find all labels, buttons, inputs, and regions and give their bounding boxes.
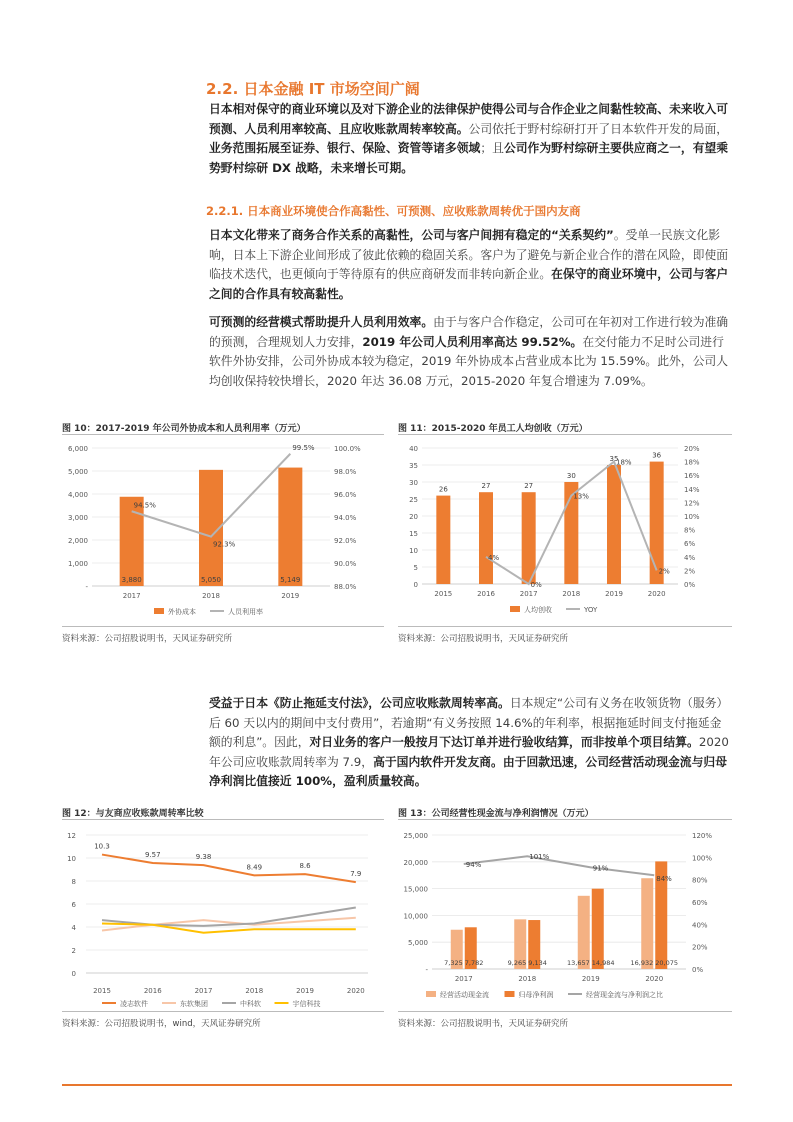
legend-swatch xyxy=(510,606,520,612)
y-left-tick: 6,000 xyxy=(67,445,88,453)
y-left-tick: 40 xyxy=(409,445,418,453)
series-line xyxy=(102,855,356,883)
fig11-chart xyxy=(398,438,732,623)
y-left-tick: 35 xyxy=(409,462,418,470)
para1-bold-3: 公司作为野村综研主要供应商之一，有望乘势野村综研 DX 战略，未来增长可期。 xyxy=(209,141,729,175)
bar-label: 7,325 xyxy=(444,959,463,967)
section-title: 2.2. 日本金融 IT 市场空间广阔 xyxy=(206,80,420,98)
legend-swatch xyxy=(505,991,515,997)
fig12-number: 图 12： xyxy=(62,809,96,819)
line-label: 10.3 xyxy=(94,842,110,851)
bar-label: 16,932 xyxy=(630,959,654,967)
bar-label: 30 xyxy=(566,472,576,480)
para1-bold-1: 日本相对保守的商业环境以及对下游企业的法律保护使得公司与合作企业之间黏性较高、未来收入可预测、人员利用率较高、且应收账款周转率较高。 xyxy=(209,102,729,136)
y-right-tick: 4% xyxy=(684,553,696,562)
y-right-tick: 12% xyxy=(684,499,700,508)
fig13-chart xyxy=(398,823,732,1009)
legend-label: 人员利用率 xyxy=(228,608,263,616)
legend-label: YOY xyxy=(584,606,598,614)
y-right-tick: 98.0% xyxy=(334,468,357,476)
para1-text-1: 公司依托于野村综研打开了日本软件开发的局面， xyxy=(468,121,729,136)
x-tick: 2018 xyxy=(202,592,220,600)
fig11-rule xyxy=(398,434,732,435)
fig12-rule xyxy=(62,819,384,820)
y-right-tick: 120% xyxy=(692,832,713,840)
fig12-caption: 与友商应收账款周转率比较 xyxy=(95,809,204,819)
y-left-tick: 15,000 xyxy=(403,885,428,894)
y-tick: 10 xyxy=(67,855,76,863)
para2-bold-1: 日本文化带来了商务合作关系的高黏性，公司与客户间拥有稳定的“关系契约” xyxy=(209,228,614,242)
bar-label: 9,134 xyxy=(528,959,547,967)
fig10-rule xyxy=(62,434,384,435)
fig10-rule-bottom xyxy=(62,626,384,627)
y-tick: 8 xyxy=(71,878,76,886)
y-left-tick: 1,000 xyxy=(67,560,88,568)
paragraph-receivables xyxy=(209,694,732,792)
legend-label: 宇信科技 xyxy=(292,1000,321,1008)
bar-label: 20,075 xyxy=(655,959,678,967)
para3-text-2: 在交付能力不足时公司进行软件外协安排，公司外协成本较为稳定，2019 年外协成本占营业成本比为 15.59%。此外，公司人均创收保持较快增长，2020 年达 36.08 万元，2015-2020 年复合增速为 7.09%。 xyxy=(209,334,728,388)
para2-text-1: 。受单一民族文化影响，日本上下游企业间形成了彼此依赖的稳固关系。客户为了避免与新企业合作的潜在风险，即使面临技术迭代，也更倾向于等待原有的供应商研发而非转向新企业。 xyxy=(209,228,729,282)
fig13-caption: 公司经营性现金流与净利润情况（万元） xyxy=(431,809,594,819)
legend-label: 外协成本 xyxy=(168,608,196,616)
fig13-source: 资料来源：公司招股说明书，天风证券研究所 xyxy=(398,1019,569,1029)
bar-label: 5,149 xyxy=(280,576,301,584)
paragraph-intro xyxy=(209,100,732,178)
fig11-source: 资料来源：公司招股说明书，天风证券研究所 xyxy=(398,634,569,644)
y-right-tick: 14% xyxy=(684,485,700,494)
y-right-tick: 16% xyxy=(684,472,700,481)
legend-label: 东软集团 xyxy=(180,1000,208,1008)
bar-label: 35 xyxy=(609,455,619,463)
legend-label: 经营现金流与净利润之比 xyxy=(586,991,663,999)
y-left-tick: 3,000 xyxy=(67,514,88,522)
bar xyxy=(436,496,450,584)
bar-label: 3,880 xyxy=(121,576,142,584)
y-left-tick: 30 xyxy=(409,479,418,487)
bar xyxy=(592,889,604,969)
para3-bold-2: 2019 年公司人员利用率高达 99.52%。 xyxy=(362,334,583,349)
para2-bold-2: 在保守的商业环境中，公司与客户之间的合作具有较高黏性。 xyxy=(209,267,729,301)
footer-rule xyxy=(62,1084,732,1086)
x-tick: 2015 xyxy=(93,987,111,995)
line-label: 84% xyxy=(656,875,672,884)
x-tick: 2017 xyxy=(122,592,141,600)
bar-label: 9,265 xyxy=(507,959,527,967)
line-label: 92.3% xyxy=(213,540,236,549)
y-tick: 12 xyxy=(67,832,76,840)
legend-label: 中科软 xyxy=(240,1000,261,1008)
bar xyxy=(641,878,653,969)
bar xyxy=(522,492,536,584)
y-right-tick: 6% xyxy=(684,540,696,549)
fig10-source: 资料来源：公司招股说明书，天风证券研究所 xyxy=(62,634,233,644)
para3-bold-1: 可预测的经营模式帮助提升人员利用效率。 xyxy=(209,315,434,329)
y-right-tick: 92.0% xyxy=(334,537,357,545)
fig13-rule-bottom xyxy=(398,1011,732,1012)
fig12-source: 资料来源：公司招股说明书，wind，天风证券研究所 xyxy=(62,1019,261,1029)
legend-label: 归母净利润 xyxy=(518,991,554,999)
fig13-number: 图 13： xyxy=(398,809,432,819)
legend-swatch xyxy=(426,991,436,997)
line-label: 2% xyxy=(658,567,670,576)
x-tick: 2019 xyxy=(281,592,300,600)
x-tick: 2015 xyxy=(434,590,453,598)
y-right-tick: 20% xyxy=(692,943,708,952)
bar-label: 13,657 xyxy=(567,959,590,967)
y-left-tick: 5 xyxy=(413,564,418,572)
bar-label: 14,984 xyxy=(591,959,615,967)
y-left-tick: 20,000 xyxy=(403,858,428,867)
y-left-tick: - xyxy=(425,966,428,974)
line-label: 9.38 xyxy=(195,853,212,862)
x-tick: 2018 xyxy=(562,590,581,598)
bar xyxy=(479,492,493,584)
bar-label: 5,050 xyxy=(200,576,222,584)
y-right-tick: 40% xyxy=(692,921,708,930)
fig12-title xyxy=(62,806,204,819)
line-label: 7.9 xyxy=(350,870,362,879)
para4-text-1: 日本规定“公司有义务在收领货物（服务）后 60 天以内的期间中支付费用”，若逾期“有义务按照 14.6%的年利率，根据拖延时间支付拖延金额的利息”。因此， xyxy=(209,696,729,750)
y-right-tick: 90.0% xyxy=(334,560,357,568)
bar-label: 36 xyxy=(652,451,662,460)
y-right-tick: 100.0% xyxy=(334,445,361,453)
y-left-tick: 25,000 xyxy=(403,832,428,840)
fig11-title xyxy=(398,421,588,434)
y-left-tick: 4,000 xyxy=(67,491,88,499)
line-label: 0% xyxy=(530,581,542,589)
legend-label: 人均创收 xyxy=(524,606,552,614)
fig12-chart xyxy=(62,823,384,1009)
bar xyxy=(607,465,621,584)
fig10-caption: 2017-2019 年公司外协成本和人员利用率（万元） xyxy=(95,424,306,434)
bar xyxy=(278,468,302,586)
paragraph-culture xyxy=(209,226,732,304)
bar xyxy=(650,462,664,584)
bar-label: 26 xyxy=(438,485,448,494)
x-tick: 2017 xyxy=(454,975,473,983)
fig11-caption: 2015-2020 年员工人均创收（万元） xyxy=(431,424,588,434)
y-left-tick: 20 xyxy=(409,513,418,521)
y-tick: 2 xyxy=(71,947,76,955)
para1-text-2: ；且 xyxy=(480,141,504,156)
fig11-number: 图 11： xyxy=(398,424,432,434)
fig10-title xyxy=(62,421,306,434)
legend-label: 经营活动现金流 xyxy=(440,991,489,999)
fig10-chart xyxy=(62,438,384,623)
line-label: 13% xyxy=(573,492,589,501)
series-line xyxy=(464,856,655,875)
line-label: 94% xyxy=(465,861,482,870)
para4-bold-2: 对日业务的客户一般按月下达订单并进行验收结算，而非按单个项目结算。 xyxy=(309,735,699,750)
x-tick: 2020 xyxy=(647,590,666,598)
line-label: 4% xyxy=(488,553,500,562)
y-left-tick: 2,000 xyxy=(67,537,88,545)
line-label: 91% xyxy=(592,864,609,873)
x-tick: 2020 xyxy=(346,987,365,995)
y-right-tick: 0% xyxy=(692,966,704,974)
para3-text-1: 由于与客户合作稳定，公司可在年初对工作进行较为准确的预测，合理规划人力安排， xyxy=(209,315,729,349)
x-tick: 2017 xyxy=(194,987,213,995)
y-right-tick: 18% xyxy=(684,458,700,467)
y-left-tick: 10 xyxy=(409,547,418,555)
y-left-tick: - xyxy=(85,583,88,591)
fig11-rule-bottom xyxy=(398,626,732,627)
fig12-rule-bottom xyxy=(62,1011,384,1012)
y-right-tick: 60% xyxy=(692,899,708,907)
bar xyxy=(120,497,144,586)
y-right-tick: 100% xyxy=(692,854,713,863)
para4-text-2: 2020 年公司应收账款周转率为 7.9， xyxy=(209,735,729,769)
x-tick: 2019 xyxy=(581,975,600,983)
fig13-rule xyxy=(398,819,732,820)
fig10-number: 图 10： xyxy=(62,424,96,434)
para4-bold-1: 受益于日本《防止拖延支付法》，公司应收账款周转率高。 xyxy=(209,696,510,710)
line-label: 101% xyxy=(529,853,550,862)
y-right-tick: 94.0% xyxy=(334,514,357,522)
y-right-tick: 2% xyxy=(684,567,696,576)
line-label: 99.5% xyxy=(292,443,315,452)
y-left-tick: 25 xyxy=(409,496,418,504)
legend-swatch xyxy=(154,608,164,614)
x-tick: 2020 xyxy=(645,975,664,983)
y-right-tick: 80% xyxy=(692,876,708,885)
x-tick: 2017 xyxy=(519,590,538,598)
y-right-tick: 96.0% xyxy=(334,491,357,499)
y-left-tick: 5,000 xyxy=(407,939,428,948)
bar-label: 27 xyxy=(524,482,534,491)
bar-label: 7,782 xyxy=(464,959,484,967)
y-tick: 6 xyxy=(71,901,76,909)
y-right-tick: 20% xyxy=(684,445,700,453)
bar-label: 27 xyxy=(481,482,491,491)
legend-label: 凌志软件 xyxy=(120,1000,148,1008)
y-left-tick: 10,000 xyxy=(403,912,428,921)
y-right-tick: 88.0% xyxy=(334,583,357,591)
paragraph-utilization xyxy=(209,313,732,391)
y-tick: 4 xyxy=(71,924,76,932)
y-left-tick: 0 xyxy=(413,581,418,589)
y-tick: 0 xyxy=(71,970,76,978)
x-tick: 2016 xyxy=(143,987,162,995)
subsection-title: 2.2.1. 日本商业环境使合作高黏性、可预测、应收账款周转优于国内友商 xyxy=(206,204,581,218)
line-label: 8.6 xyxy=(299,862,311,871)
line-label: 8.49 xyxy=(246,863,263,872)
fig13-title xyxy=(398,806,594,819)
para4-bold-3: 高于国内软件开发友商。由于回款迅速，公司经营活动现金流与归母净利润比值接近 100%，盈利质量较高。 xyxy=(209,754,727,789)
y-right-tick: 8% xyxy=(684,526,696,535)
y-left-tick: 5,000 xyxy=(67,468,88,476)
x-tick: 2018 xyxy=(518,975,537,983)
x-tick: 2016 xyxy=(477,590,495,598)
x-tick: 2019 xyxy=(605,590,623,598)
line-label: 18% xyxy=(616,458,632,467)
y-right-tick: 0% xyxy=(684,581,696,589)
x-tick: 2018 xyxy=(245,987,264,995)
x-tick: 2019 xyxy=(296,987,314,995)
y-right-tick: 10% xyxy=(684,513,700,521)
para1-bold-2: 业务范围拓展至证券、银行、保险、资管等诸多领域 xyxy=(209,141,481,156)
line-label: 9.57 xyxy=(144,850,161,859)
line-label: 94.5% xyxy=(133,501,156,510)
y-left-tick: 15 xyxy=(409,530,418,538)
